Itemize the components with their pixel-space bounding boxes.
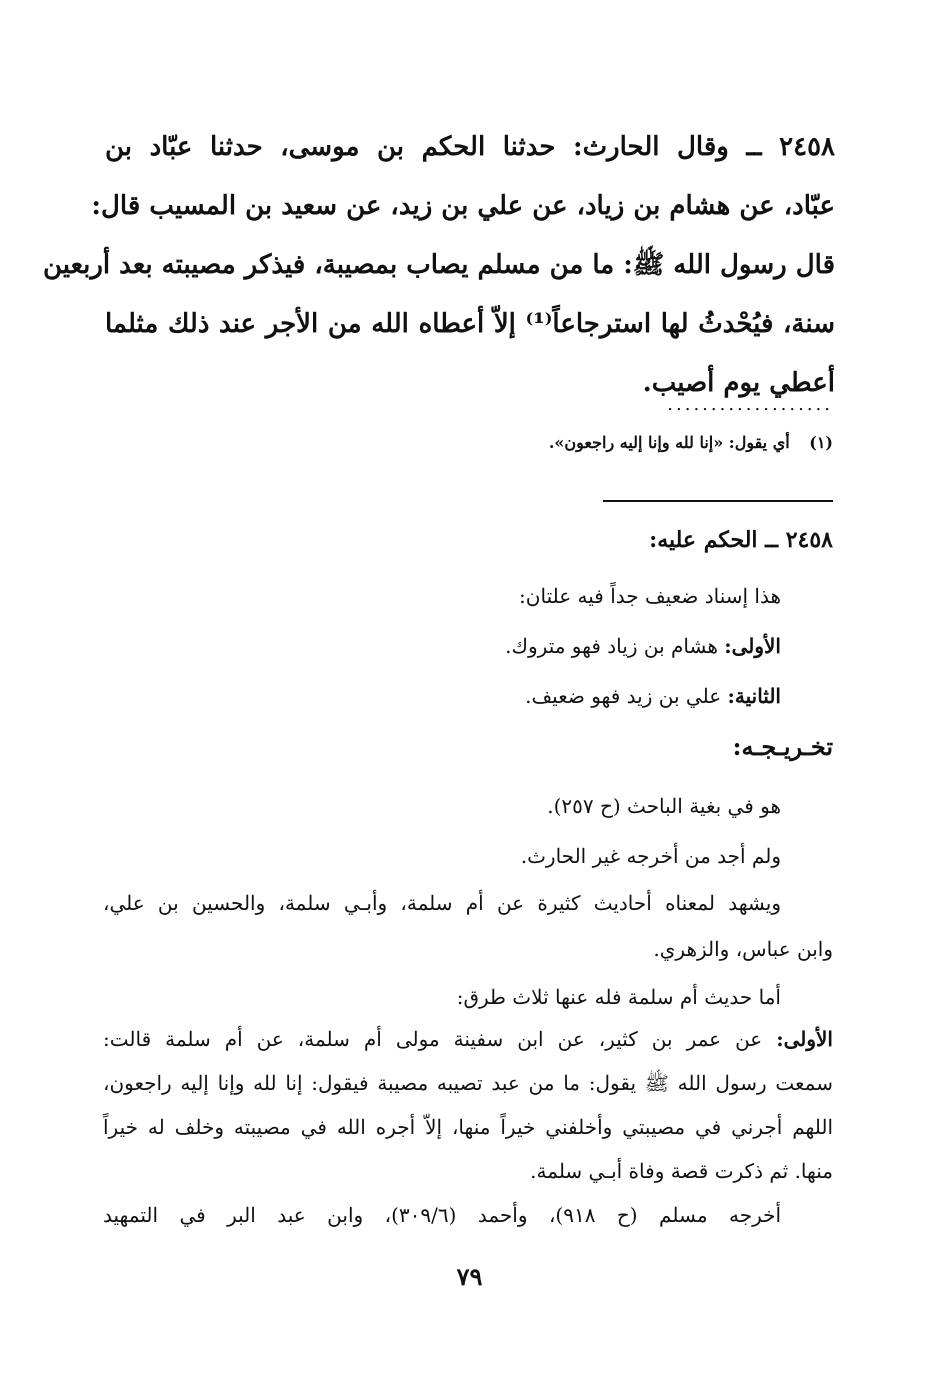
takhrij-line: ويشهد لمعناه أحاديث كثيرة عن أم سلمة، وأبـي سلمة، والحسين بن علي، [103,891,781,915]
takhrij-line: سمعت رسول الله ﷺ يقول: ما من عبد تصيبه مصيبة فيقول: إنا لله وإنا إليه راجعون، [103,1071,833,1095]
footnote-separator: ................... [667,394,833,415]
ruling-intro: هذا إسناد ضعيف جداً فيه علتان: [519,584,781,608]
hadith-line: ٢٤٥٨ ــ وقال الحارث: حدثنا الحكم بن موسى، حدثنا عبّاد بن [105,132,835,162]
page-number: ٧٩ [456,1262,483,1291]
takhrij-line: منها. ثم ذكرت قصة وفاة أبـي سلمة. [530,1159,833,1183]
ruling-second-text: علي بن زيد فهو ضعيف. [525,684,728,708]
hadith-text [42,118,835,413]
takhrij-heading: تخـريـجـه: [732,732,833,761]
ruling-first-text: هشام بن زياد فهو متروك. [505,634,725,658]
takhrij-line: أخرجه مسلم (ح ٩١٨)، وأحمد (٣٠٩/٦)، وابن عبد البر في التمهيد [103,1203,782,1227]
takhrij-line: اللهم أجرني في مصيبتي وأخلفني خيراً منها، إلاّ أجره الله في مصيبته وخلف له خيراً [103,1115,833,1139]
ruling-first [505,624,781,668]
footnote [549,433,833,452]
hadith-line: سنة، فيُحْدثُ لها استرجاعاً⁽¹⁾ إلاّ أعطاه الله من الأجر عند ذلك مثلما [105,309,835,339]
takhrij-line: وابن عباس، والزهري. [653,937,833,961]
hadith-line: قال رسول الله ﷺ: ما من مسلم يصاب بمصيبة، فيذكر مصيبته بعد أربعين [42,250,835,280]
ruling-second-label: الثانية: [727,684,781,708]
first-way-text: عن عمر بن كثير، عن ابن سفينة مولى أم سلمة، عن أم سلمة قالت: [103,1027,777,1051]
ruling-heading: ٢٤٥٨ ــ الحكم عليه: [649,527,833,553]
footnote-text: أي يقول: «إنا لله وإنا إليه راجعون». [548,433,790,452]
hadith-line: أعطي يوم أصيب. [642,368,835,398]
takhrij-first-way [103,1017,833,1061]
first-way-label: الأولى: [776,1027,833,1051]
ruling-first-label: الأولى: [724,634,781,658]
footnote-number: (١) [809,433,833,452]
takhrij-line: أما حديث أم سلمة فله عنها ثلاث طرق: [456,985,781,1009]
section-divider [603,500,833,502]
hadith-line: عبّاد، عن هشام بن زياد، عن علي بن زيد، عن سعيد بن المسيب قال: [91,191,835,221]
takhrij-line: ولم أجد من أخرجه غير الحارث. [520,844,781,868]
takhrij-line: هو في بغية الباحث (ح ٢٥٧). [547,794,781,818]
ruling-second [525,674,781,718]
